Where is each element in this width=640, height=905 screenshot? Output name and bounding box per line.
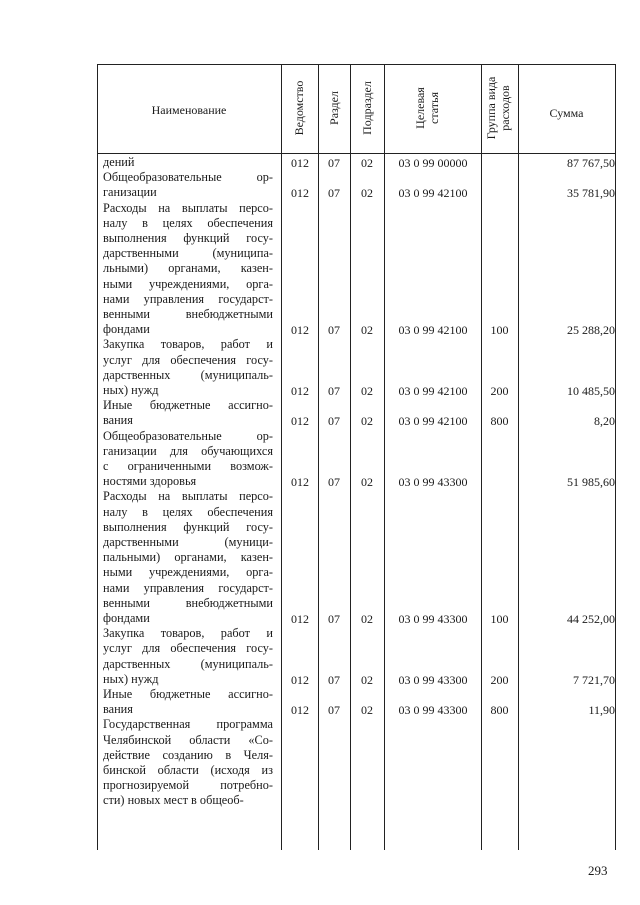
row-name-line: Расходы на выплаты персо- [103, 489, 273, 504]
col-divider-vedomstvo [281, 64, 282, 850]
row-podrazdel: 02 [361, 414, 373, 429]
row-razdel: 07 [328, 672, 340, 687]
row-name-line: Общеобразовательные ор- [103, 428, 273, 443]
header-gruppa-line2: расходов [498, 85, 512, 131]
row-gruppa: 100 [490, 612, 509, 626]
row-name-line: налу в целях обеспечения [103, 215, 273, 230]
row-gruppa: 200 [490, 384, 509, 398]
row-name-line: фондами [103, 322, 150, 337]
table-top-border [97, 64, 615, 65]
header-celevaya-line1: Целевая [413, 87, 427, 129]
row-name [103, 626, 273, 687]
table-right-border [615, 64, 616, 850]
row-name [103, 337, 273, 398]
row-celevaya-statya: 03 0 99 43300 [398, 703, 468, 718]
row-name-line: Закупка товаров, работ и [103, 337, 273, 352]
col-divider-celevaya [384, 64, 385, 850]
row-podrazdel: 02 [361, 612, 373, 626]
header-razdel: Раздел [327, 91, 341, 125]
row-name-line: сти) новых мест в общеоб- [103, 793, 244, 808]
row-name-line: Государственная программа [103, 717, 273, 732]
row-name [103, 687, 273, 717]
row-name-line: налу в целях обеспечения [103, 504, 273, 519]
header-bottom-border [97, 153, 615, 154]
row-celevaya-statya: 03 0 99 42100 [398, 323, 468, 338]
row-name-line: ганизации [103, 185, 157, 200]
row-name-line: Общеобразовательные ор- [103, 170, 273, 185]
row-celevaya-statya: 03 0 99 43300 [398, 672, 468, 687]
header-vedomstvo: Ведомство [292, 80, 306, 136]
row-vedomstvo: 012 [291, 186, 309, 201]
col-divider-podrazdel [350, 64, 351, 850]
row-name-line: дарственными (муници- [103, 535, 273, 549]
row-name-line: венными внебюджетными [103, 307, 273, 322]
row-vedomstvo: 012 [291, 384, 309, 398]
row-name-line: дарственными (муниципа- [103, 246, 273, 261]
row-name-line: услуг для обеспечения госу- [103, 641, 273, 656]
row-gruppa: 100 [490, 323, 509, 338]
row-name-line: услуг для обеспечения госу- [103, 352, 273, 367]
row-name-line: ными учреждениями, орга- [103, 276, 273, 291]
row-razdel: 07 [328, 612, 340, 626]
row-celevaya-statya: 03 0 99 43300 [398, 475, 468, 490]
row-vedomstvo: 012 [291, 323, 309, 338]
row-name [103, 429, 273, 490]
row-gruppa: 200 [490, 672, 509, 687]
header-summa: Сумма [549, 106, 584, 120]
row-summa: 44 252,00 [567, 612, 615, 626]
row-summa: 25 288,20 [567, 323, 615, 338]
row-name-line: льными) органами, казен- [103, 261, 273, 276]
row-podrazdel: 02 [361, 186, 373, 201]
row-razdel: 07 [328, 384, 340, 398]
row-razdel: 07 [328, 475, 340, 490]
row-name-line: Иные бюджетные ассигно- [103, 398, 273, 413]
row-celevaya-statya: 03 0 99 00000 [398, 156, 468, 170]
row-name-line: Расходы на выплаты персо- [103, 200, 273, 215]
row-name-line: с ограниченными возмож- [103, 459, 273, 473]
row-razdel: 07 [328, 703, 340, 718]
row-podrazdel: 02 [361, 384, 373, 398]
row-name-line: выполнения функций госу- [103, 519, 273, 534]
row-summa: 35 781,90 [567, 186, 615, 201]
row-name [103, 717, 273, 808]
row-name-line: дений [103, 155, 135, 169]
row-razdel: 07 [328, 186, 340, 201]
row-name [103, 201, 273, 338]
row-vedomstvo: 012 [291, 703, 309, 718]
row-name-line: выполнения функций госу- [103, 231, 273, 245]
row-vedomstvo: 012 [291, 414, 309, 429]
row-name-line: бинской области (исходя из [103, 763, 273, 777]
row-name [103, 489, 273, 626]
row-celevaya-statya: 03 0 99 42100 [398, 384, 468, 398]
row-name-line: нами управления государст- [103, 580, 273, 595]
row-summa: 11,90 [588, 703, 615, 718]
row-summa: 87 767,50 [567, 156, 615, 170]
row-summa: 7 721,70 [573, 672, 615, 687]
row-name-line: пальными) органами, казен- [103, 550, 273, 565]
row-name-line: ными учреждениями, орга- [103, 565, 273, 580]
row-podrazdel: 02 [361, 703, 373, 718]
row-summa: 51 985,60 [567, 475, 615, 490]
row-name-line: ных) нужд [103, 671, 159, 686]
row-name-line: действие созданию в Челя- [103, 747, 273, 762]
row-razdel: 07 [328, 323, 340, 338]
col-divider-gruppa [481, 64, 482, 850]
row-name [103, 398, 273, 428]
row-name-line: ностями здоровья [103, 474, 197, 489]
row-summa: 10 485,50 [567, 384, 615, 398]
row-vedomstvo: 012 [291, 475, 309, 490]
col-divider-summa [518, 64, 519, 850]
row-podrazdel: 02 [361, 672, 373, 687]
row-name-line: вания [103, 702, 133, 717]
row-name-line: Челябинской области «Со- [103, 732, 273, 747]
header-podrazdel: Подраздел [360, 81, 374, 135]
row-name-line: нами управления государст- [103, 291, 273, 306]
row-gruppa: 800 [490, 414, 509, 429]
row-name-line: вания [103, 413, 133, 428]
row-vedomstvo: 012 [291, 156, 309, 170]
row-vedomstvo: 012 [291, 672, 309, 687]
row-name-line: ганизации для обучающихся [103, 443, 273, 458]
row-celevaya-statya: 03 0 99 42100 [398, 186, 468, 201]
header-celevaya-line2: статья [427, 92, 441, 124]
row-summa: 8,20 [594, 414, 615, 429]
col-divider-razdel [318, 64, 319, 850]
row-name-line: ных) нужд [103, 383, 159, 397]
row-name [103, 170, 273, 200]
row-name-line: Закупка товаров, работ и [103, 626, 273, 641]
row-podrazdel: 02 [361, 323, 373, 338]
row-name-line: венными внебюджетными [103, 595, 273, 610]
row-celevaya-statya: 03 0 99 43300 [398, 612, 468, 626]
page-number: 293 [588, 863, 608, 878]
header-gruppa-line1: Группа вида [484, 76, 498, 140]
row-name-line: фондами [103, 611, 150, 626]
row-vedomstvo: 012 [291, 612, 309, 626]
row-name-line: дарственных (муниципаль- [103, 656, 273, 671]
row-podrazdel: 02 [361, 156, 373, 170]
row-razdel: 07 [328, 414, 340, 429]
table-left-border [97, 64, 98, 850]
row-razdel: 07 [328, 156, 340, 170]
header-name: Наименование [151, 103, 227, 117]
row-podrazdel: 02 [361, 475, 373, 490]
row-name-line: прогнозируемой потребно- [103, 778, 273, 793]
row-name-line: Иные бюджетные ассигно- [103, 687, 273, 701]
row-celevaya-statya: 03 0 99 42100 [398, 414, 468, 429]
row-name [103, 155, 273, 170]
row-name-line: дарственных (муниципаль- [103, 367, 273, 382]
row-gruppa: 800 [490, 703, 509, 718]
